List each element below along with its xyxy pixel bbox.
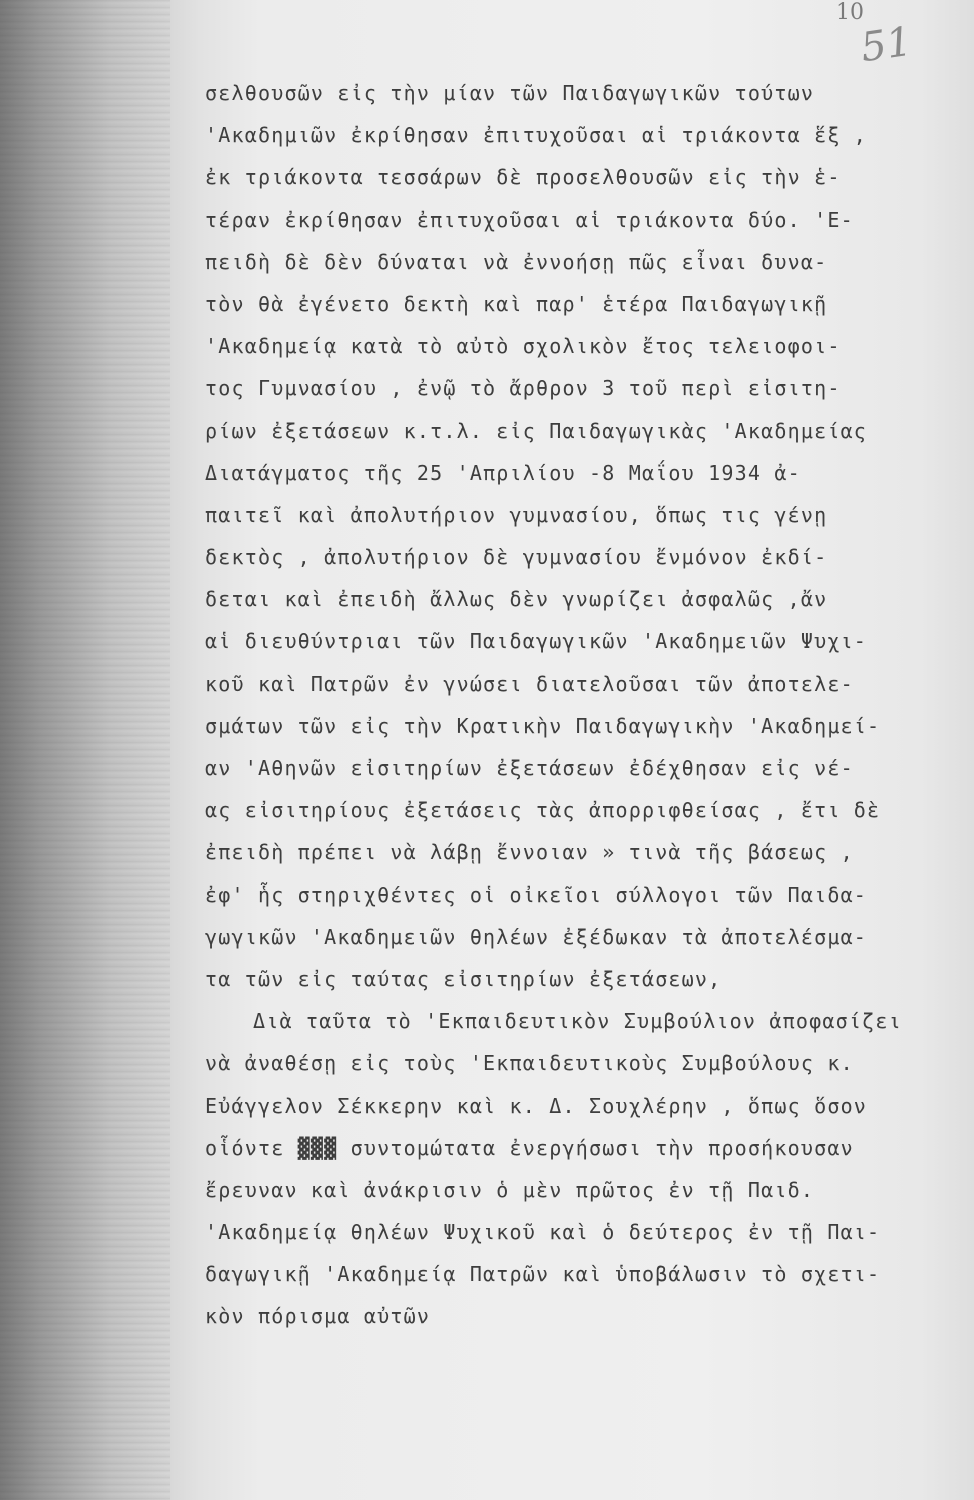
- paragraph-start-line: Διὰ ταῦτα τὸ 'Εκπαιδευτικὸν Συμβούλιον ἀποφασίζει: [253, 1009, 902, 1034]
- text-line: αν 'Αθηνῶν εἰσιτηρίων ἐξετάσεων ἐδέχθησαν εἰς νέ-: [205, 756, 854, 780]
- text-line: οἷόντε ▓▓▓ συντομώτατα ἐνεργήσωσι τὴν προσήκουσαν: [205, 1135, 854, 1160]
- text-line: ἐπειδὴ πρέπει νὰ λάβῃ ἔννοιαν » τινὰ τῆς βάσεως ,: [205, 840, 854, 865]
- text-line: κοῦ καὶ Πατρῶν ἐν γνώσει διατελοῦσαι τῶν ἀποτελε-: [205, 671, 854, 696]
- text-line: γωγικῶν 'Ακαδημειῶν θηλέων ἐξέδωκαν τὰ ἀποτελέσμα-: [205, 924, 868, 949]
- text-line: δεται καὶ ἐπειδὴ ἄλλως δὲν γνωρίζει ἀσφαλῶς ,ἄν: [205, 587, 828, 612]
- text-line: δεκτὸς , ἀπολυτήριον δὲ γυμνασίου ἔνμόνον ἐκδί-: [205, 545, 828, 570]
- text-line: 'Ακαδημείᾳ κατὰ τὸ αὐτὸ σχολικὸν ἔτος τελειοφοι-: [205, 334, 841, 359]
- text-line: δαγωγικῇ 'Ακαδημείᾳ Πατρῶν καὶ ὑποβάλωσιν τὸ σχετι-: [205, 1262, 881, 1287]
- text-line: σελθουσῶν εἰς τὴν μίαν τῶν Παιδαγωγικῶν τούτων: [205, 81, 815, 105]
- text-line: παιτεῖ καὶ ἀπολυτήριον γυμνασίου, ὅπως τις γένῃ: [205, 502, 828, 527]
- text-line: τέραν ἐκρίθησαν ἐπιτυχοῦσαι αἱ τριάκοντα δύο. 'Ε-: [205, 207, 854, 232]
- typewritten-text-block: [205, 72, 955, 1338]
- text-line: Εὐάγγελον Σέκκερην καὶ κ. Δ. Σουχλέρην , ὅπως ὅσον: [205, 1093, 868, 1118]
- text-line: κὸν πόρισμα αὐτῶν: [205, 1304, 431, 1329]
- text-line: νὰ ἀναθέσῃ εἰς τοὺς 'Εκπαιδευτικοὺς Συμβούλους κ.: [205, 1051, 854, 1076]
- text-line: τος Γυμνασίου , ἐνῷ τὸ ἄρθρον 3 τοῦ περὶ εἰσιτη-: [205, 376, 841, 401]
- text-line: 'Ακαδημείᾳ θηλέων Ψυχικοῦ καὶ ὁ δεύτερος ἐν τῇ Παι-: [205, 1220, 881, 1245]
- text-line: ἐκ τριάκοντα τεσσάρων δὲ προσελθουσῶν εἰς τὴν ἑ-: [205, 165, 841, 190]
- handwritten-folio-number: 51: [858, 18, 915, 72]
- text-line: αἱ διευθύντριαι τῶν Παιδαγωγικῶν 'Ακαδημειῶν Ψυχι-: [205, 629, 868, 654]
- text-line: πειδὴ δὲ δὲν δύναται νὰ ἐννοήσῃ πῶς εἶναι δυνα-: [205, 249, 828, 274]
- text-line: ας εἰσιτηρίους ἐξετάσεις τὰς ἀπορριφθείσας , ἔτι δὲ: [205, 798, 881, 823]
- text-line: Διατάγματος τῆς 25 'Απριλίου -8 Μαΐου 1934 ἀ-: [205, 460, 801, 485]
- text-line: σμάτων τῶν εἰς τὴν Κρατικὴν Παιδαγωγικὴν 'Ακαδημεί-: [205, 713, 881, 738]
- text-line: ἐφ' ἧς στηριχθέντες οἱ οἰκεῖοι σύλλογοι τῶν Παιδα-: [205, 882, 868, 907]
- corner-page-mark: 10: [836, 0, 864, 25]
- text-line: 'Ακαδημιῶν ἐκρίθησαν ἐπιτυχοῦσαι αἱ τριάκοντα ἕξ ,: [205, 123, 868, 148]
- text-line: τὸν θὰ ἐγένετο δεκτὴ καὶ παρ' ἑτέρα Παιδαγωγικῇ: [205, 291, 828, 316]
- text-line: ἔρευναν καὶ ἀνάκρισιν ὁ μὲν πρῶτος ἐν τῇ Παιδ.: [205, 1177, 815, 1202]
- text-line: ρίων ἐξετάσεων κ.τ.λ. εἰς Παιδαγωγικὰς 'Ακαδημείας: [205, 418, 868, 443]
- text-line: τα τῶν εἰς ταύτας εἰσιτηρίων ἐξετάσεων,: [205, 966, 722, 991]
